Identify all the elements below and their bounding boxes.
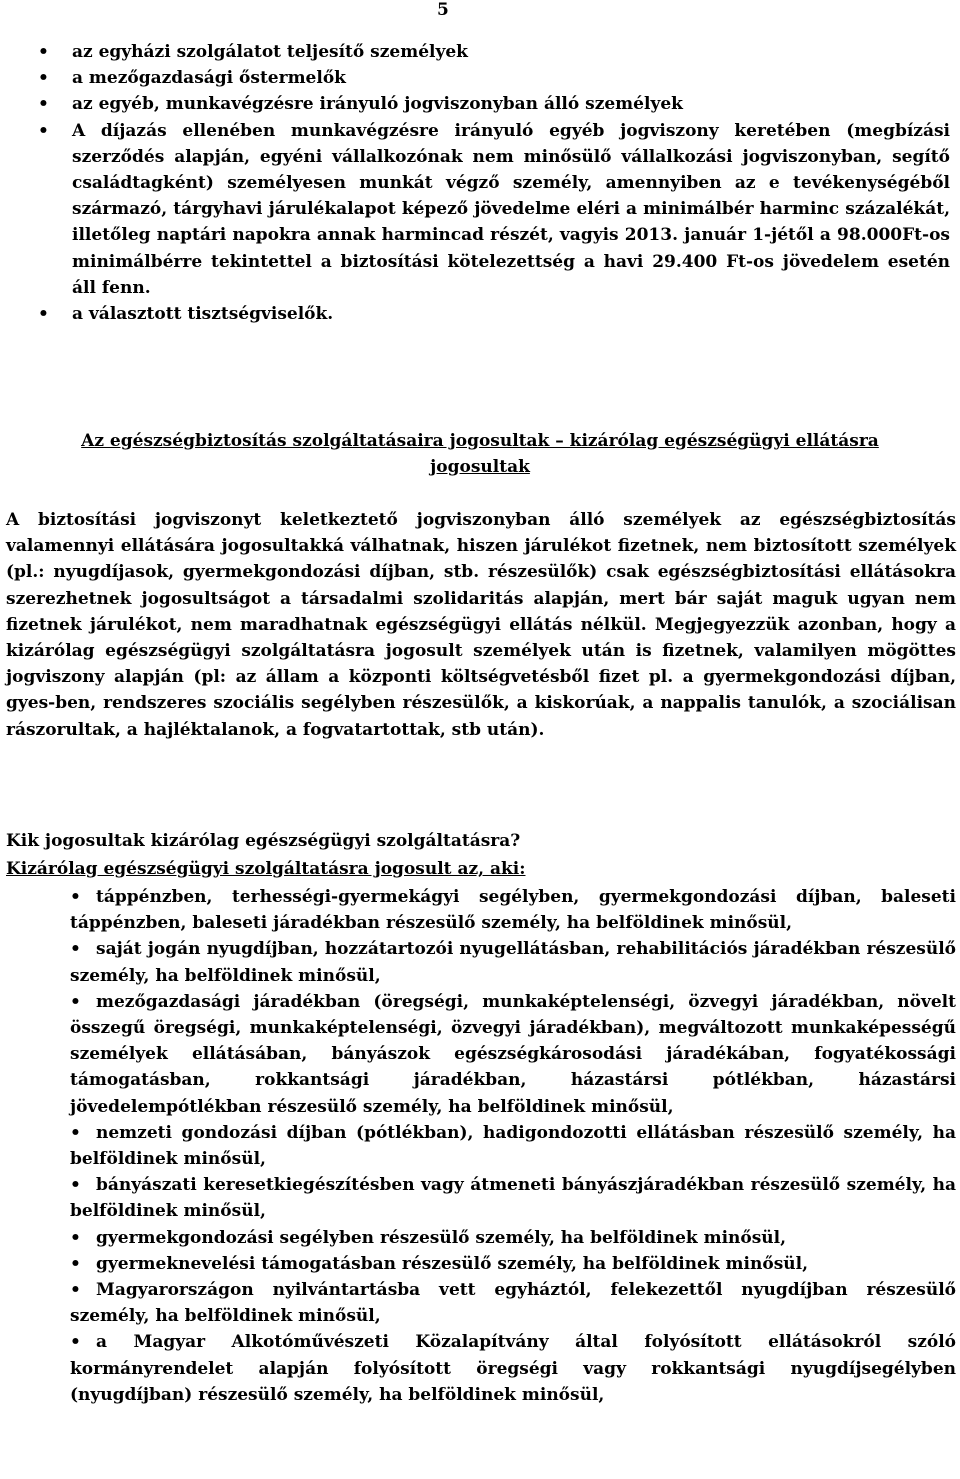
bullet-icon: • — [70, 1280, 81, 1301]
list-item-text: mezőgazdasági járadékban (öregségi, munkaképtelenségi, özvegyi járadékban, növelt összegű öregségi, munkaképtelenségi, özvegyi járadékban), megváltozott munkaképességű személyek ellátásában, bányászok egészségkárosodási járadékában, fogyatékossági támogatásban, rokkantsági járadékban, házastársi pótlékban, házastársi jövedelempótlékban részesülő személy, ha belföldinek minősül, — [70, 991, 956, 1117]
list-item — [0, 884, 956, 936]
list-item-text: saját jogán nyugdíjban, hozzátartozói nyugellátásban, rehabilitációs járadékban részesülő személy, ha belföldinek minősül, — [70, 939, 956, 986]
list-item-text: gyermeknevelési támogatásban részesülő személy, ha belföldinek minősül, — [96, 1253, 809, 1274]
bullet-icon: • — [70, 1175, 81, 1196]
bullet-icon: • — [70, 991, 81, 1012]
list-item-text: nemzeti gondozási díjban (pótlékban), hadigondozotti ellátásban részesülő személy, ha belföldinek minősül, — [70, 1122, 956, 1170]
eligibility-list — [0, 884, 956, 1408]
list-item-text: a Magyar Alkotóművészeti Közalapítvány által folyósított ellátásokról szóló kormányrendelet alapján folyósított öregségi vagy rokkantsági nyugdíjsegélyben (nyugdíjban) részesülő személy, ha belföldinek minősül, — [70, 1332, 956, 1405]
bullet-icon: • — [70, 887, 81, 907]
list-item: • a mezőgazdasági őstermelők — [0, 65, 950, 91]
list-item — [0, 1172, 956, 1224]
bullet-icon: • — [70, 1332, 81, 1353]
list-item — [0, 1277, 956, 1329]
bullet-icon: • — [70, 1253, 81, 1274]
list-item: • A díjazás ellenében munkavégzésre irányuló egyéb jogviszony keretében (megbízási szerződés alapján, egyéni vállalkozónak nem minősülő vállalkozási jogviszonyban, segítő családtagként) személyesen munkát végző személy, amennyiben az e tevékenységéből származó, tárgyhavi járulékalapot képező jövedelme eléri a minimálbér harminc százalékát, illetőleg naptári napokra annak harmincad részét, vagyis 2013. január 1-jétől a 98.000Ft-os minimálbérre tekintettel a biztosítási kötelezettség a havi 29.400 Ft-os jövedelem esetén áll fenn. — [0, 118, 950, 301]
list-item — [0, 1120, 956, 1172]
body-paragraph: A biztosítási jogviszonyt keletkeztető jogviszonyban álló személyek az egészségbiztosítás valamennyi ellátására jogosultakká válhatnak, hiszen járulékot fizetnek, nem biztosított személyek (pl.: nyugdíjasok, gyermekgondozási díjban, stb. részesülők) csak egészségbiztosítási ellátásokra szerezhetnek jogosultságot a társadalmi szolidaritás alapján, mert bár saját maguk ugyan nem fizetnek járulékot, nem maradhatnak egészségügyi ellátás nélkül. Megjegyezzük azonban, hogy a kizárólag egészségügyi szolgáltatásra jogosult személyek után is fizetnek, valamilyen mögöttes jogviszony alapján (pl: az állam a központi költségvetésből fizet pl. a gyermekgondozási díjban, gyes-ben, rendszeres szociális segélyben részesülők, a kiskorúak, a nappalis tanulók, a szociálisan rászorultak, a hajléktalanok, a fogvatartottak, stb után). — [6, 510, 956, 740]
page-number: 5 — [437, 0, 449, 20]
list-item: • a választott tisztségviselők. — [0, 301, 950, 327]
list-item — [0, 989, 956, 1120]
section-heading: Az egészségbiztosítás szolgáltatásaira jogosultak – kizárólag egészségügyi ellátásra jogosultak — [81, 431, 879, 477]
list-item — [0, 1225, 956, 1251]
list-item: • az egyéb, munkavégzésre irányuló jogviszonyban álló személyek — [0, 91, 950, 117]
list-item-text: bányászati keresetkiegészítésben vagy átmeneti bányászjáradékban részesülő személy, ha belföldinek minősül, — [70, 1175, 956, 1222]
bullet-icon: • — [70, 1122, 81, 1143]
bullet-icon: • — [70, 1227, 81, 1248]
list-item — [0, 1251, 956, 1277]
top-bullet-list — [0, 39, 950, 327]
list-item-text: táppénzben, terhességi-gyermekágyi segélyben, gyermekgondozási díjban, baleseti táppénzben, baleseti járadékban részesülő személy, ha belföldinek minősül, — [70, 887, 956, 934]
question-heading: Kik jogosultak kizárólag egészségügyi szolgáltatásra? — [6, 831, 521, 851]
list-item — [0, 1329, 956, 1408]
bullet-icon: • — [70, 939, 81, 960]
eligibility-subheading: Kizárólag egészségügyi szolgáltatásra jogosult az, aki: — [6, 859, 526, 879]
list-item-text: Magyarországon nyilvántartásba vett egyháztól, felekezettől nyugdíjban részesülő személy, ha belföldinek minősül, — [70, 1280, 956, 1327]
list-item-text: gyermekgondozási segélyben részesülő személy, ha belföldinek minősül, — [96, 1227, 787, 1248]
list-item: • az egyházi szolgálatot teljesítő személyek — [0, 39, 950, 65]
list-item — [0, 936, 956, 988]
